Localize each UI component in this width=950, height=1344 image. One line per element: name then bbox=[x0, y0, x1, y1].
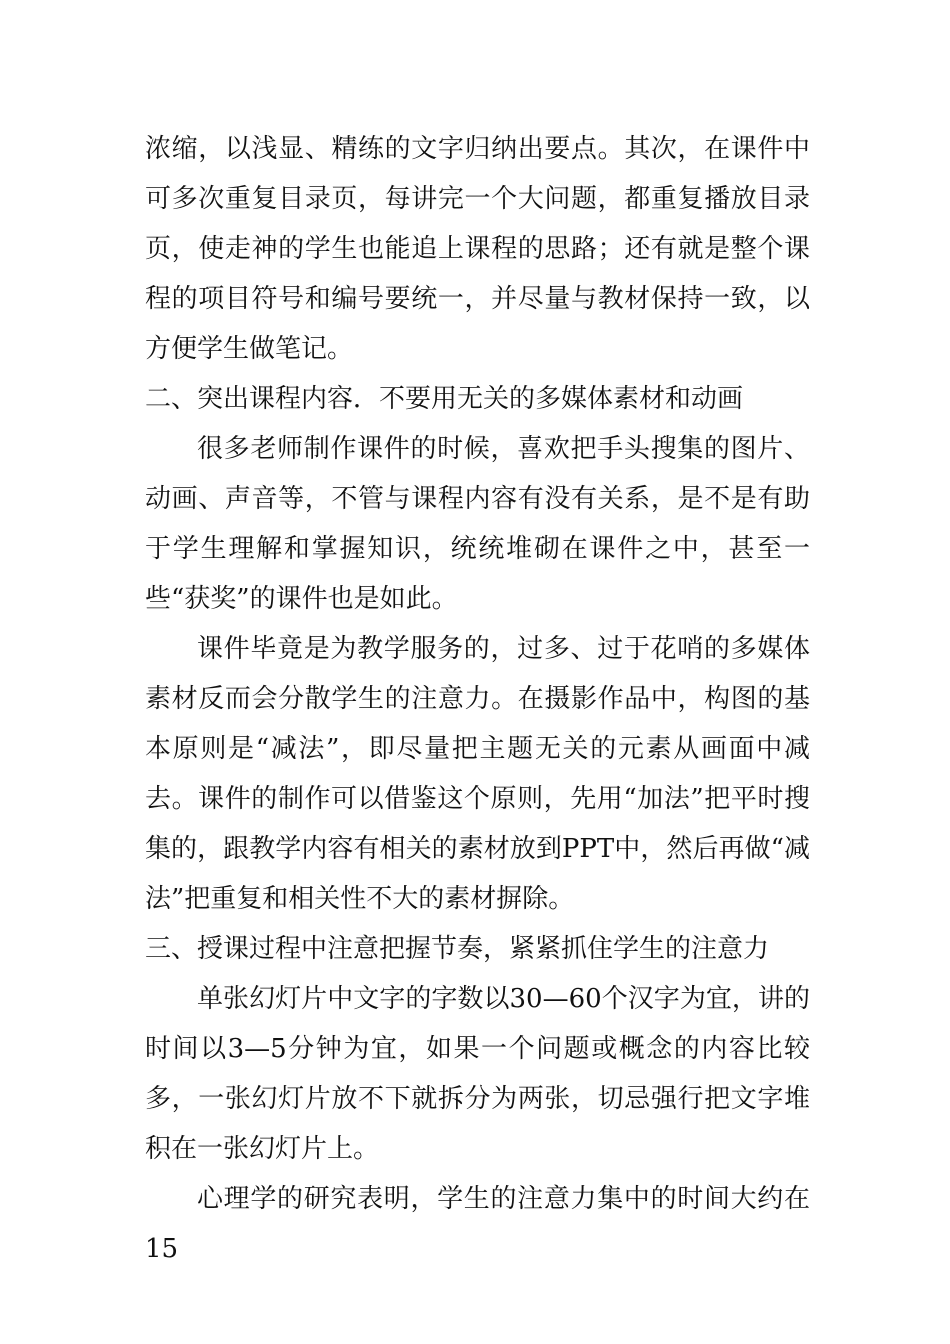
document-body bbox=[145, 124, 810, 1274]
section-heading-2: 二、突出课程内容．不要用无关的多媒体素材和动画 bbox=[145, 384, 744, 414]
paragraph-1: 浓缩，以浅显、精练的文字归纳出要点。其次，在课件中可多次重复目录页，每讲完一个大问题，都重复播放目录页，使走神的学生也能追上课程的思路；还有就是整个课程的项目符号和编号要统一，并尽量与教材保持一致，以方便学生做笔记。 bbox=[145, 134, 810, 364]
section-heading-3: 三、授课过程中注意把握节奏，紧紧抓住学生的注意力 bbox=[145, 934, 770, 964]
paragraph-4: 课件毕竟是为教学服务的，过多、过于花哨的多媒体素材反而会分散学生的注意力。在摄影作品中，构图的基本原则是“减法”，即尽量把主题无关的元素从画面中减去。课件的制作可以借鉴这个原则，先用“加法”把平时搜集的，跟教学内容有相关的素材放到PPT中，然后再做“减法”把重复和相关性不大的素材摒除。 bbox=[145, 634, 810, 914]
paragraph-7: 心理学的研究表明，学生的注意力集中的时间大约在15 bbox=[145, 1184, 810, 1264]
paragraph-3: 很多老师制作课件的时候，喜欢把手头搜集的图片、动画、声音等，不管与课程内容有没有关系，是不是有助于学生理解和掌握知识，统统堆砌在课件之中，甚至一些“获奖”的课件也是如此。 bbox=[145, 434, 810, 614]
paragraph-6: 单张幻灯片中文字的字数以30—60个汉字为宜，讲的时间以3—5分钟为宜，如果一个问题或概念的内容比较多，一张幻灯片放不下就拆分为两张，切忌强行把文字堆积在一张幻灯片上。 bbox=[145, 984, 810, 1164]
